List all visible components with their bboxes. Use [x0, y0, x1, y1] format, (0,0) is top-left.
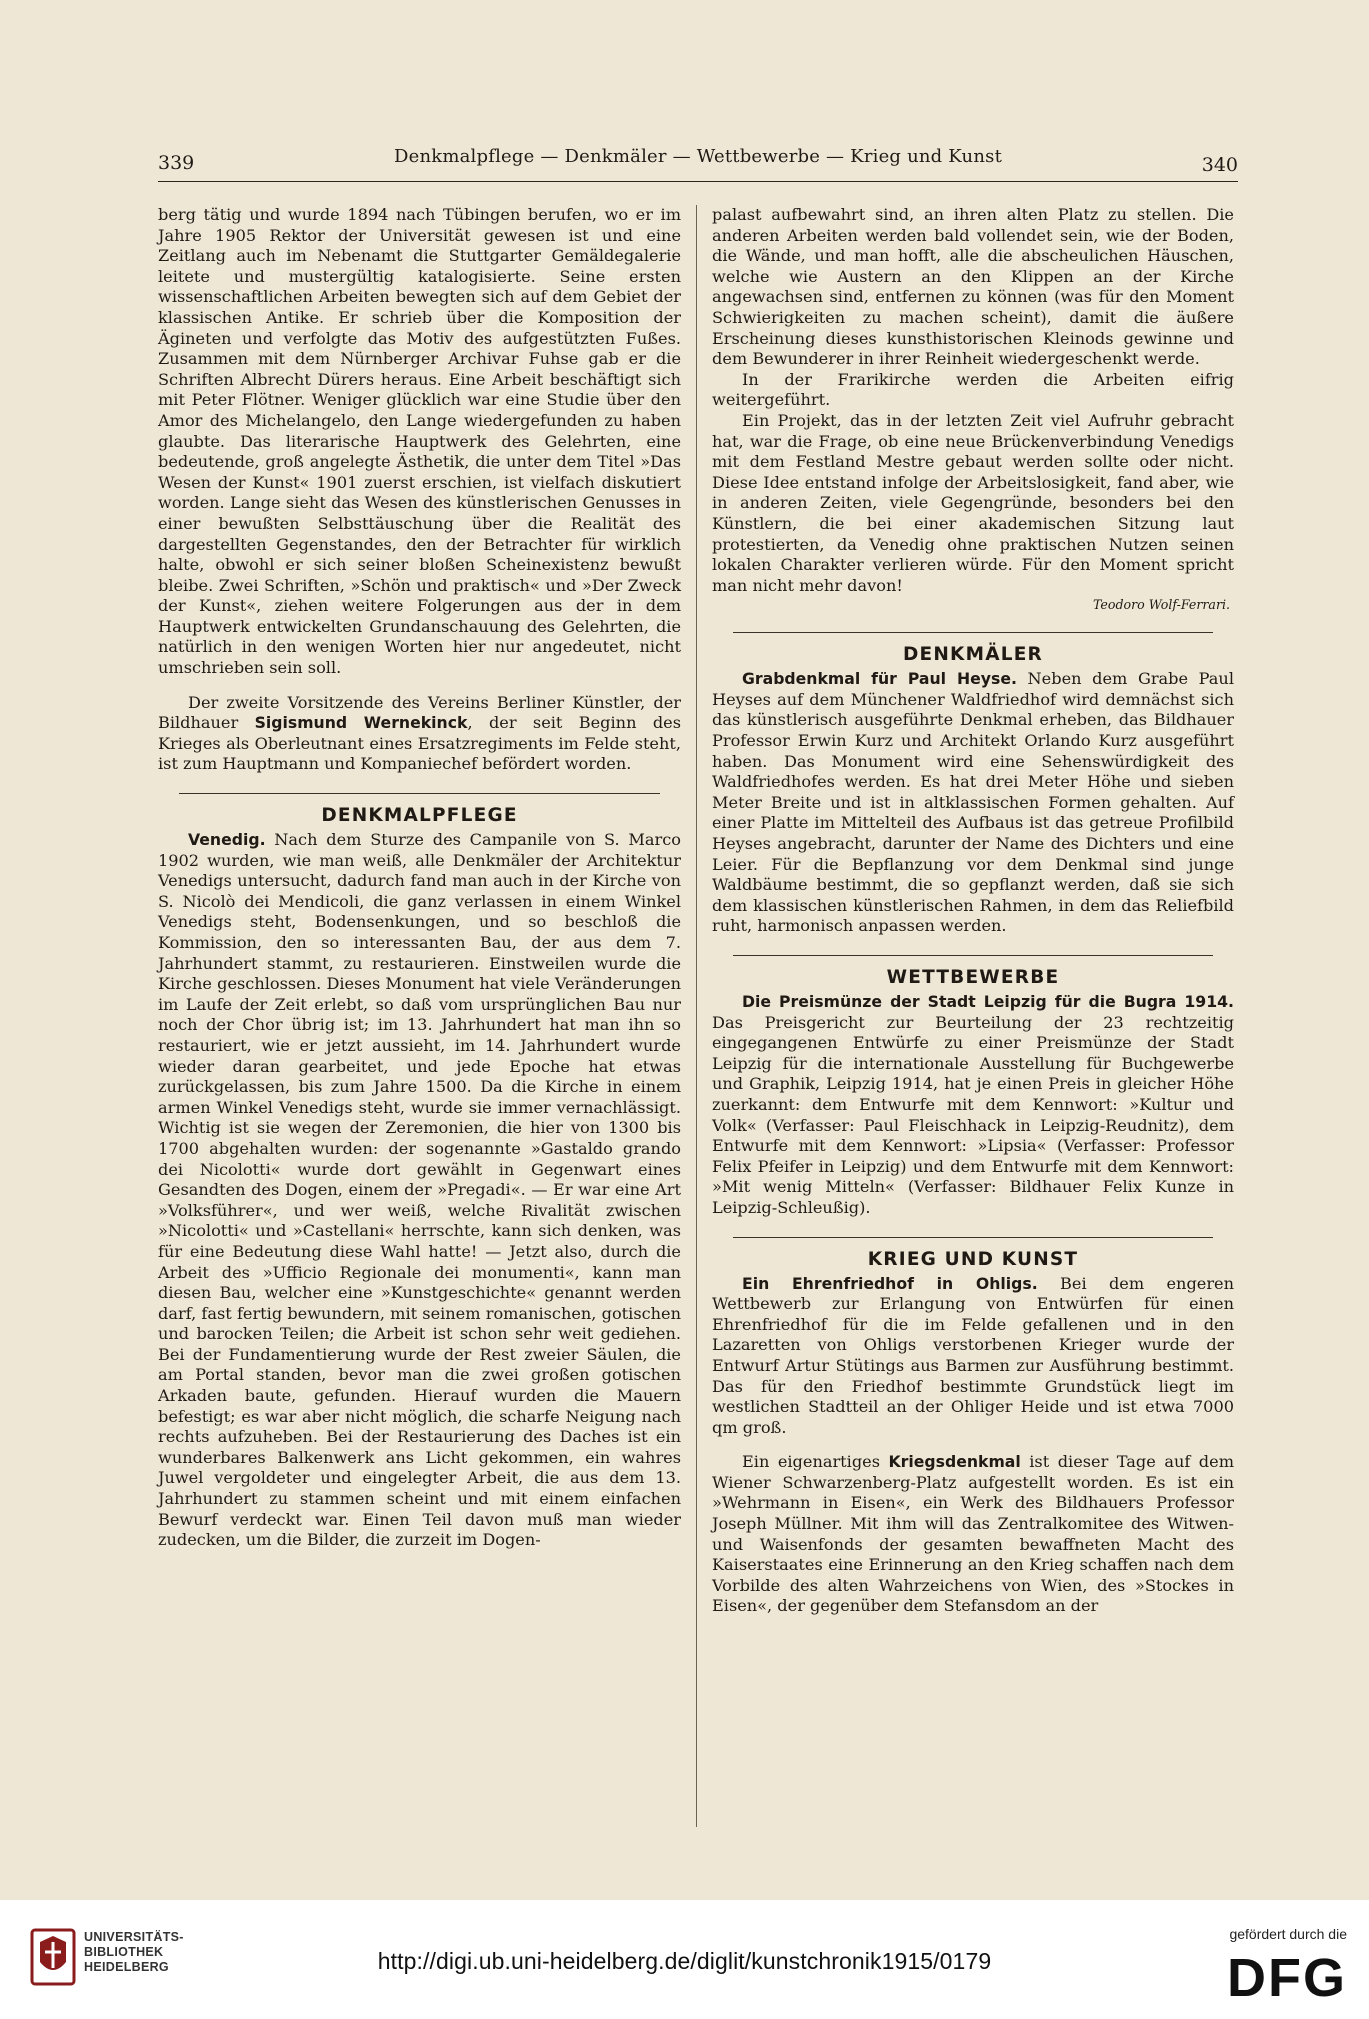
paragraph-kriegsdenkmal: Ein eigenartiges Kriegsdenkmal ist dieser Tage auf dem Wiener Schwarzenberg-Platz aufgestellt worden. Es ist ein »Wehrmann in Eisen«, ein Werk des Bildhauers Professor Joseph Müllner. Mit ihm will das Zentralkomitee des Witwen- und Waisenfonds der gesamten bewaffneten Macht des Kaiserstaates eine Erinnerung an den Krieg schaffen nach dem Vorbilde des alten Wahrzeichens von Wien, des »Stockes in Eisen«, der gegenüber dem Stefansdom an der [712, 1452, 1235, 1616]
section-title-wettbewerbe: WETTBEWERBE [886, 967, 1060, 988]
paragraph-heyse: Grabdenkmal für Paul Heyse. Neben dem Grabe Paul Heyses auf dem Münchener Waldfriedhof wird demnächst sich das künstlerisch ausgeführte Denkmal erheben, das Bildhauer Professor Erwin Kurz und Architekt Orlando Kurz ausgeführt haben. Das Monument wird eine Sehenswürdigkeit des Waldfriedhofes werden. Es hat drei Meter Höhe und sieben Meter Breite und ist in altklassischen Formen gehalten. Auf einer Platte im Mittelteil des Aufbaus ist das getreue Profilbild Heyses angebracht, darunter der Name des Dichters und eine Leier. Für die Bepflanzung vor dem Denkmal sind junge Waldbäume bestimmt, die so gepflanzt werden, daß sie sich dem klassischen künstlerischen Rahmen, in dem das Reliefbild ruht, harmonisch anpassen werden. [712, 669, 1234, 936]
heading-leipzig: Die Preismünze der Stadt Leipzig für die Bugra 1914. [742, 992, 1234, 1011]
left-column [158, 205, 681, 1551]
column-divider [696, 205, 697, 1827]
section-rule [733, 632, 1213, 633]
heading-venedig: Venedig. [188, 830, 266, 850]
university-library-label: UNIVERSITÄTS- BIBLIOTHEK HEIDELBERG [84, 1930, 184, 1974]
paragraph-leipzig: Die Preismünze der Stadt Leipzig für die Bugra 1914. Das Preisgericht zur Beurteilung der 23 rechtzeitig eingegangenen Entwürfe zu einer Preismünze der Stadt Leipzig für die internationale Ausstellung für Buchgewerbe und Graphik, Leipzig 1914, hat je einen Preis in gleicher Höhe zuerkannt: dem Entwurfe mit dem Kennwort: »Kultur und Volk« (Verfasser: Paul Fleischhack in Leipzig-Reudnitz), dem Entwurfe mit dem Kennwort: »Lipsia« (Verfasser: Professor Felix Pfeifer in Leipzig) und dem Entwurfe mit dem Kennwort: »Mit wenig Mitteln« (Verfasser: Bildhauer Felix Kunze in Leipzig-Schleußig). [712, 992, 1234, 1217]
paragraph-venedig: Venedig. Nach dem Sturze des Campanile von S. Marco 1902 wurden, wie man weiß, alle Denkmäler der Architektur Venedigs untersucht, dadurch fand man auch in der Kirche von S. Nicolò dei Mendicoli, die ganz verlassen in einem Winkel Venedigs steht, Bodensenkungen, und so beschloß die Kommission, den so interessanten Bau, der aus dem 7. Jahrhundert stammt, zu restaurieren. Einstweilen wurde die Kirche geschlossen. Dieses Monument hat viele Veränderungen im Laufe der Zeit erlebt, so daß vom ursprünglichen Bau nur noch der Chor übrig ist; im 13. Jahrhundert hat man ihn so restauriert, wie er jetzt aussieht, im 14. Jahrhundert wurde wieder daran gearbeitet, und jede Epoche hat etwas zurückgelassen, bis zum Jahre 1500. Da die Kirche in einem armen Winkel Venedigs steht, wurde sie immer vernachlässigt. Wichtig ist sie wegen der Zeremonien, die hier von 1300 bis 1700 abgehalten wurden: der sogenannte »Gastaldo grando dei Nicolotti« wurde dort gewählt in Gegenwart eines Gesandten des Dogen, einem der »Pregadi«. — Er war eine Art »Volksführer«, und wer weiß, welche Rivalität zwischen »Nicolotti« und »Castellani« herrschte, kann sich denken, was für eine Bedeutung diese Wahl hatte! — Jetzt also, durch die Arbeit des »Ufficio Regionale dei monumenti«, kann man diesen Bau, welcher eine »Kunstgeschichte« genannt werden darf, fast fertig bewundern, mit seinem romanischen, gotischen und barocken Teilen; die Arbeit ist schon sehr weit gediehen. Bei der Fundamentierung wurde der Rest zweier Säulen, die am Portal standen, bevor man die zwei großen gotischen Arkaden baute, gefunden. Hierauf wurden die Mauern befestigt; es war aber nicht möglich, die scharfe Neigung nach rechts aufzuheben. Bei der Restaurierung des Daches ist ein wunderbares Balkenwerk ans Licht gekommen, ein wahres Juwel vergoldeter und eingelegter Arbeit, die aus dem 13. Jahrhundert zu stammen scheint und mit einem einfachen Bewurf verdeckt war. Einen Teil davon muß man wieder zudecken, um die Bilder, die zurzeit im Dogen- [158, 830, 681, 1550]
header-title: Denkmalpflege — Denkmäler — Wettbewerbe — Krieg und Kunst [393, 146, 1003, 167]
paragraph-lange: berg tätig und wurde 1894 nach Tübingen berufen, wo er im Jahre 1905 Rektor der Universität gewesen ist und eine Zeitlang auch im Nebenamt die Stuttgarter Gemäldegalerie leitete und mustergültig katalogisierte. Seine ersten wissenschaftlichen Arbeiten bewegten sich auf dem Gebiet der klassischen Antike. Er schrieb über die Komposition der Ägineten und verfolgte das Motiv des aufgestützten Fußes. Zusammen mit dem Nürnberger Archivar Fuhse gab er die Schriften Albrecht Dürers heraus. Eine Arbeit beschäftigt sich mit Peter Flötner. Weniger glücklich war eine Studie über den Amor des Michelangelo, den Lange wiedergefunden zu haben glaubte. Das literarische Hauptwerk des Gelehrten, eine bedeutende, groß angelegte Ästhetik, die unter dem Titel »Das Wesen der Kunst« 1901 zuerst erschien, ist vielfach diskutiert worden. Lange sieht das Wesen des künstlerischen Genusses in einer bewußten Selbsttäuschung über die Realität des dargestellten Gegenstandes, den der Betrachter für wirklich halte, obwohl er sich seiner bloßen Scheinexistenz bewußt bleibe. Zwei Schriften, »Schön und praktisch« und »Der Zweck der Kunst«, ziehen weitere Folgerungen aus der in dem Hauptwerk entwickelten Grundanschauung des Gelehrten, die natürlich in den wenigen Worten hier nur angedeutet, nicht umschrieben sein soll. [158, 205, 681, 678]
name-kriegsdenkmal: Kriegsdenkmal [888, 1452, 1021, 1472]
funding-note: gefördert durch die [1229, 1926, 1347, 1942]
dfg-logo: DFG [1227, 1948, 1347, 2008]
right-column [712, 205, 1234, 1617]
author-signature: Teodoro Wolf-Ferrari. [1093, 597, 1230, 613]
paragraph-projekt: Ein Projekt, das in der letzten Zeit viel Aufruhr gebracht hat, war die Frage, ob eine neue Brückenverbindung Venedigs mit dem Festland Mestre gebaut werden sollte oder nicht. Diese Idee entstand infolge der Arbeitslosigkeit, fand aber, wie in anderen Zeiten, viele Gegengründe, besonders bei den Künstlern, die bei einer akademischen Sitzung laut protestierten, da Venedig ohne praktischen Nutzen seinen lokalen Charakter verlieren würde. Für den Moment spricht man nicht mehr davon! [712, 410, 1234, 595]
page-number-left: 339 [158, 152, 195, 174]
section-title-krieg-und-kunst: KRIEG UND KUNST [867, 1248, 1079, 1270]
section-title-denkmalpflege: DENKMALPFLEGE [321, 805, 518, 827]
viewer-footer [0, 1900, 1369, 2019]
section-title-denkmaeler: DENKMÄLER [902, 644, 1043, 666]
paragraph-wernekinck: Der zweite Vorsitzende des Vereins Berliner Künstler, der Bildhauer Sigismund Wernekinck, der seit Beginn des Krieges als Oberleutnant eines Ersatzregiments im Felde steht, ist zum Hauptmann und Kompaniechef befördert worden. [158, 692, 681, 774]
paragraph-ohligs: Ein Ehrenfriedhof in Ohligs. Bei dem engeren Wettbewerb zur Erlangung von Entwürfen für einen Ehrenfriedhof für die im Felde gefallenen und in den Lazaretten von Ohligs verstorbenen Krieger wurde der Entwurf Artur Stütings aus Barmen zur Ausführung bestimmt. Das für den Friedhof bestimmte Grundstück liegt im westlichen Stadtteil an der Ohliger Heide und ist etwa 7000 qm groß. [712, 1273, 1235, 1437]
page-number-right: 340 [1201, 154, 1238, 176]
paragraph-dogenpalast: palast aufbewahrt sind, an ihren alten Platz zu stellen. Die anderen Arbeiten werden bald vollendet sein, wie der Boden, die Wände, und man hofft, alle die abscheulichen Häuschen, welche wie Austern an den Klippen an der Kirche angewachsen sind, entfernen zu können (was für den Moment Schwierigkeiten zu machen scheint), damit die äußere Erscheinung dieses kunsthistorischen Kleinods gewinne und dem Bewunderer in ihrer Reinheit wiedergeschenkt werde. [712, 205, 1234, 369]
name-wernekinck: Sigismund Wernekinck [254, 713, 468, 733]
section-rule [179, 793, 660, 794]
heading-heyse: Grabdenkmal für Paul Heyse. [742, 669, 1017, 689]
section-rule [733, 955, 1213, 956]
running-header [158, 146, 1238, 180]
paragraph-frarikirche: In der Frarikirche werden die Arbeiten eifrig weitergeführt. [712, 369, 1234, 410]
permalink-url[interactable]: http://digi.ub.uni-heidelberg.de/diglit/kunstchronik1915/0179 [377, 1948, 992, 1974]
section-rule [733, 1237, 1213, 1238]
heading-ohligs: Ein Ehrenfriedhof in Ohligs. [742, 1273, 1038, 1293]
header-rule [158, 181, 1238, 182]
